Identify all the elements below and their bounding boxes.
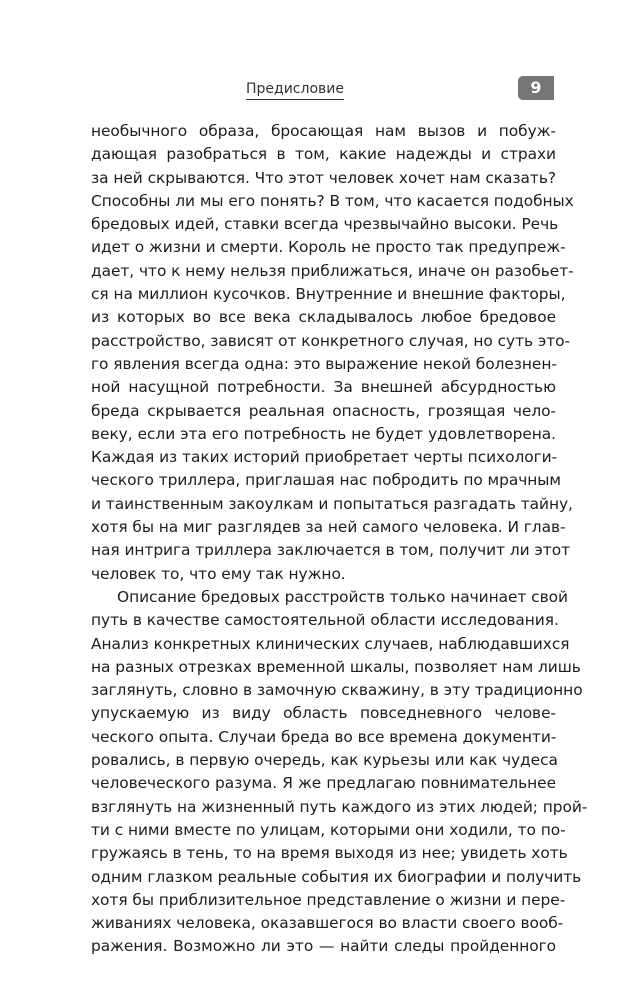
running-header [0,80,644,102]
text-line: живаниях человека, оказавшегося во власти своего вооб- [91,914,564,933]
text-line: необычного образа, бросающая нам вызов и побуж- [91,122,556,140]
text-line: за ней скрываются. Что этот человек хочет нам сказать? [91,168,556,187]
text-line: заглянуть, словно в замочную скважину, в эту традиционно [91,681,583,700]
text-line: и таинственным закоулкам и попытаться разгадать тайну, [91,494,573,513]
text-line: ти с ними вместе по улицам, которыми они ходили, то по- [91,820,566,839]
text-line: Каждая из таких историй приобретает черты психологи- [91,448,558,467]
paragraph-last-line: человек то, что ему так нужно. [91,564,346,583]
text-line: ражения. Возможно ли это — найти следы пройденного [91,937,556,956]
text-line: ся на миллион кусочков. Внутренние и внешние факторы, [91,285,566,304]
text-line: хотя бы приблизительное представление о жизни и пере- [91,890,566,909]
text-line: человеческого разума. Я же предлагаю повнимательнее [91,774,556,793]
page-number-badge: 9 [518,76,554,100]
text-line: гружаясь в тень, то на время выходя из нее; увидеть хоть [91,844,568,863]
text-line: Анализ конкретных клинических случаев, наблюдавшихся [91,634,570,653]
text-line: дающая разобраться в том, какие надежды и страхи [91,145,556,164]
text-line: ная интрига триллера заключается в том, получит ли этот [91,541,570,560]
paragraph-first-line: Описание бредовых расстройств только начинает свой [117,587,568,606]
text-line: го явления всегда одна: это выражение некой болезнен- [91,354,557,373]
text-line: идет о жизни и смерти. Король не просто так предупреж- [91,238,566,257]
text-line: из которых во все века складывалось любое бредовое [91,308,556,327]
text-line: ческого триллера, приглашая нас побродить по мрачным [91,471,561,490]
text-line: расстройство, зависят от конкретного случая, но суть это- [91,331,571,350]
text-line: путь в качестве самостоятельной области исследования. [91,611,559,630]
text-line: веку, если эта его потребность не будет удовлетворена. [91,424,556,443]
text-line: бредовых идей, ставки всегда чрезвычайно высоки. Речь [91,215,559,234]
text-line: ческого опыта. Случаи бреда во все времена документи- [91,727,557,746]
text-line: одним глазком реальные события их биографии и получить [91,867,582,886]
text-line: ровались, в первую очередь, как курьезы или как чудеса [91,751,558,770]
text-line: хотя бы на миг разглядев за ней самого человека. И глав- [91,518,566,537]
text-line: дает, что к нему нельзя приближаться, иначе он разобьет- [91,261,574,280]
text-line: бреда скрывается реальная опасность, грозящая чело- [91,401,556,420]
text-line: упускаемую из виду область повседневного челове- [91,704,556,723]
section-title: Предисловие [246,80,344,100]
body-text [91,120,588,959]
text-line: ной насущной потребности. За внешней абсурдностью [91,378,556,397]
text-line: на разных отрезках временной шкалы, позволяет нам лишь [91,657,581,676]
text-line: Способны ли мы его понять? В том, что касается подобных [91,191,574,210]
text-line: взглянуть на жизненный путь каждого из этих людей; прой- [91,797,588,816]
